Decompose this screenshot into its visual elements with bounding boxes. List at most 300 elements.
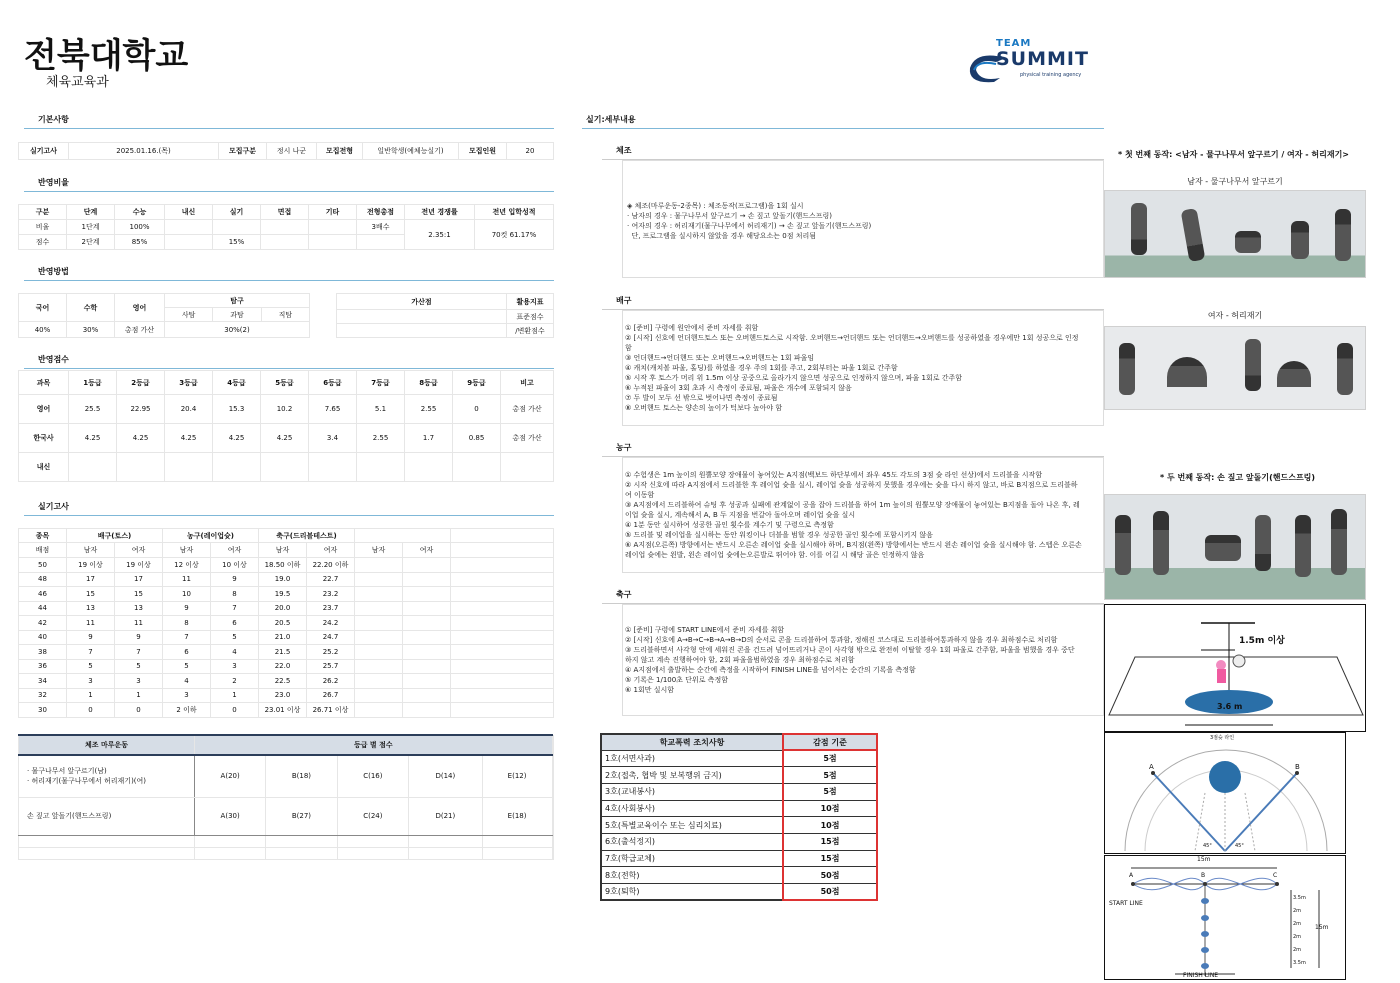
cell xyxy=(403,572,451,587)
cell: 20.0 xyxy=(259,601,307,616)
table-row xyxy=(19,645,554,660)
cell xyxy=(451,543,554,558)
method-table-2 xyxy=(336,293,554,338)
text-line: ② [시작] 신호에 A→B→C→B→A→B→D의 순서로 콘을 드리블하여 통과함, 정해진 코스대로 드리블하여통과하지 않을 경우 최하점수로 처리함 xyxy=(625,636,1058,644)
cell: 3배수 xyxy=(357,220,405,235)
discipline-table xyxy=(600,733,878,901)
cell xyxy=(403,558,451,573)
cell: 19 이상 xyxy=(115,558,163,573)
soccer-text xyxy=(625,625,1075,695)
cell: 100% xyxy=(115,220,165,235)
h: 기타 xyxy=(309,205,357,220)
table-row xyxy=(19,453,554,482)
vb-width-label: 3.6 m xyxy=(1217,702,1243,711)
cell: 2025.01.16.(목) xyxy=(69,143,219,160)
cell xyxy=(482,847,552,859)
cell: 4 xyxy=(163,674,211,689)
cell: 19 이상 xyxy=(67,558,115,573)
cell: 44 xyxy=(19,601,67,616)
table-row xyxy=(19,587,554,602)
segment-label: 2m xyxy=(1293,921,1302,927)
cell xyxy=(451,572,554,587)
cell: 일반학생(예체능실기) xyxy=(363,143,459,160)
cell xyxy=(451,601,554,616)
cell: 7호(학급교체) xyxy=(601,850,783,867)
cell xyxy=(501,453,554,482)
cell: 0.85 xyxy=(453,424,501,453)
cell: 7 xyxy=(211,601,259,616)
cell: 23.01 이상 xyxy=(259,703,307,718)
text-line: ◈ 체조(마루운동-2종목) : 체조동작(프로그램)을 1회 실시 xyxy=(627,202,804,210)
cell: 38 xyxy=(19,645,67,660)
soccer-text-box xyxy=(622,604,1104,716)
text-line: 단, 프로그램을 실시하지 않았을 경우 해당요소는 0점 처리됨 xyxy=(627,232,816,240)
h: 체조 마루운동 xyxy=(19,735,195,755)
text-line: 레이업 슛에는 왼발, 왼손 레이업 슛에는오른발로 뛰어야 함. 이를 어길 시 해당 골은 인정하지 않음 xyxy=(625,551,925,559)
cell: 20 xyxy=(507,143,554,160)
h: 배구(토스) xyxy=(67,529,163,543)
table-row xyxy=(19,630,554,645)
text-line: ⑥ 1회만 실시함 xyxy=(625,686,674,694)
table-row xyxy=(19,674,554,689)
cell xyxy=(355,587,403,602)
cell: 5호(특별교육이수 또는 심리치료) xyxy=(601,817,783,834)
cell xyxy=(451,703,554,718)
h: 면접 xyxy=(261,205,309,220)
cell: 4.25 xyxy=(165,424,213,453)
gym-text-box xyxy=(622,160,1104,278)
soccer-course-svg xyxy=(1105,856,1347,981)
cell xyxy=(195,835,266,847)
table-row xyxy=(19,616,554,631)
cell xyxy=(552,735,553,755)
ratio-table xyxy=(18,204,554,250)
cell xyxy=(403,674,451,689)
volleyball-heading: 배구 xyxy=(602,295,1104,310)
cell: 10점 xyxy=(783,800,877,817)
cell: 2호(접촉, 협박 및 보복행위 금지) xyxy=(601,767,783,784)
cell xyxy=(403,688,451,703)
cell: C(16) xyxy=(337,755,409,797)
cell: 46 xyxy=(19,587,67,602)
exam-table xyxy=(18,528,554,718)
cell: 23.7 xyxy=(307,601,355,616)
bb-point-a: A xyxy=(1149,763,1154,771)
table-row xyxy=(601,833,877,850)
cell: 7 xyxy=(163,630,211,645)
cell: 6호(출석정지) xyxy=(601,833,783,850)
table-row xyxy=(601,867,877,884)
cell xyxy=(405,453,453,482)
handspring-photo xyxy=(1104,494,1366,600)
h: 실기 xyxy=(213,205,261,220)
cell: 22.5 xyxy=(259,674,307,689)
cell xyxy=(453,453,501,482)
vb-height-label: 1.5m 이상 xyxy=(1239,636,1285,646)
cell xyxy=(337,310,507,324)
cell: 남자 xyxy=(67,543,115,558)
cell: 10.2 xyxy=(261,395,309,424)
sc-start-label: START LINE xyxy=(1109,900,1143,907)
cell: 표준점수 xyxy=(507,310,554,324)
cell xyxy=(355,645,403,660)
h: 1등급 xyxy=(69,371,117,395)
cell: C(24) xyxy=(337,797,409,835)
cell: 4.25 xyxy=(117,424,165,453)
text-line: ⑤ 드리블 및 레이업을 실시하는 동안 워킹이나 더블을 범할 경우 성공한 골인 횟수에 포함시키지 않음 xyxy=(625,531,933,539)
line: · 물구나무서 앞구르기(남) xyxy=(27,767,107,776)
text-line: ④ 캐치(캐치볼 파울, 홀딩)를 하였을 경우 주의 1회를 주고, 2회부터는 파울 1회로 간주함 xyxy=(625,364,898,372)
cell: 25.7 xyxy=(307,659,355,674)
cell xyxy=(355,688,403,703)
h: 비고 xyxy=(501,371,554,395)
cell: 정시 나군 xyxy=(267,143,317,160)
sc-point-b: B xyxy=(1201,872,1206,879)
bb-arc-label: 3점슛 라인 xyxy=(1210,735,1235,741)
caption-first-move: * 첫 번째 동작: <남자 - 물구나무서 앞구르기 / 여자 - 허리재기> xyxy=(1118,150,1350,159)
cell: 4.25 xyxy=(213,424,261,453)
sc-finish-label: FINISH LINE xyxy=(1183,972,1219,979)
cell: 5점 xyxy=(783,767,877,784)
cell: 11 xyxy=(163,572,211,587)
cell: 7 xyxy=(115,645,163,660)
cell: 실기고사 xyxy=(19,143,69,160)
cell xyxy=(355,630,403,645)
cell: 과탐 xyxy=(213,308,261,322)
cell: 21.0 xyxy=(259,630,307,645)
cell: 모집구분 xyxy=(219,143,267,160)
text-line: ① [준비] 구령에 원안에서 준비 자세를 취함 xyxy=(625,324,759,332)
cell: 3 xyxy=(115,674,163,689)
cell xyxy=(165,235,213,250)
text-line: ④ A지점에서 출발하는 순간에 측정을 시작하여 FINISH LINE을 넘어서는 순간의 기록을 측정함 xyxy=(625,666,916,674)
cell: 15점 xyxy=(783,833,877,850)
cell: 1 xyxy=(211,688,259,703)
cell: 0 xyxy=(67,703,115,718)
admission: 70컷 61.17% xyxy=(475,220,554,250)
cell: 21.5 xyxy=(259,645,307,660)
cell: 9 xyxy=(67,630,115,645)
cell xyxy=(552,755,553,797)
cell: 24.2 xyxy=(307,616,355,631)
cell: 3 xyxy=(163,688,211,703)
cell xyxy=(355,616,403,631)
text-line: ⑧ 오버핸드 토스는 양손의 높이가 턱보다 높아야 함 xyxy=(625,404,783,412)
cell: 모집전형 xyxy=(317,143,363,160)
cell: 한국사 xyxy=(19,424,69,453)
cell: 6 xyxy=(163,645,211,660)
segment-label: 3.5m xyxy=(1293,895,1306,901)
text-line: ③ A지점에서 드리블하여 슈팅 후 성공과 실패에 관계없이 공을 잡아 드리블을 하여 1m 높이의 원뿔모양 장애물이 놓여있는 B지점을 돌아 나온 후, 레 xyxy=(625,501,1080,509)
cell: 2 xyxy=(211,674,259,689)
table-row xyxy=(19,424,554,453)
section-detail: 실기:세부내용 xyxy=(582,114,1104,129)
scores-table xyxy=(18,370,554,482)
cell: 26.71 이상 xyxy=(307,703,355,718)
cell xyxy=(266,835,337,847)
cell: 남자 xyxy=(259,543,307,558)
soccer-diagram xyxy=(1104,855,1346,980)
cell: 남자 xyxy=(355,543,403,558)
table-row xyxy=(601,817,877,834)
competition: 2.35:1 xyxy=(405,220,475,250)
text-line: 이업 슛을 실시, 계속해서 A, B 두 지점을 번갈아 돌아오며 레이업 슛을 실시 xyxy=(625,511,856,519)
cell xyxy=(409,847,482,859)
cell: 여자 xyxy=(403,543,451,558)
cell xyxy=(355,703,403,718)
cell: 5 xyxy=(163,659,211,674)
cell xyxy=(403,703,451,718)
text-line: ② 시작 신호에 따라 A지점에서 드리블한 후 레이업 슛을 실시, 레이업 슛을 성공하지 못했을 경우에는 슛을 다시 하지 않고, 바로 B지점으로 드리블하 xyxy=(625,481,1078,489)
volleyball-diagram xyxy=(1104,604,1366,732)
text-line: ① [준비] 구령에 START LINE에서 준비 자세를 취함 xyxy=(625,626,785,634)
table-row xyxy=(601,767,877,784)
cell xyxy=(337,847,409,859)
cell: 5 xyxy=(67,659,115,674)
cell: 23.2 xyxy=(307,587,355,602)
table-row xyxy=(19,601,554,616)
cell: 10 이상 xyxy=(211,558,259,573)
text-line: ⑦ 두 발이 모두 선 밖으로 벗어나면 측정이 종료됨 xyxy=(625,394,778,402)
volleyball-text-box xyxy=(622,310,1104,426)
h: 전형총점 xyxy=(357,205,405,220)
sc-point-c: C xyxy=(1273,872,1278,879)
cell xyxy=(213,453,261,482)
h: 8등급 xyxy=(405,371,453,395)
segment-label: 2m xyxy=(1293,947,1302,953)
cell xyxy=(165,453,213,482)
text-line: ⑤ 기록은 1/100초 단위로 측정함 xyxy=(625,676,728,684)
text-line: ③ 언더핸드→언더핸드 또는 오버핸드→오버핸드는 1회 파울임 xyxy=(625,354,815,362)
cell xyxy=(403,659,451,674)
volleyball-court-svg xyxy=(1105,605,1367,733)
cell: 총점 가산 xyxy=(115,322,165,338)
cell: 5.1 xyxy=(357,395,405,424)
basketball-text xyxy=(625,470,1082,560)
table-row xyxy=(19,659,554,674)
cell xyxy=(266,847,337,859)
cell xyxy=(451,645,554,660)
table-row xyxy=(601,800,877,817)
cell xyxy=(451,558,554,573)
text-line: · 남자의 경우 : 물구나무서 앞구르기 → 손 짚고 앞돌기(핸드스프링) xyxy=(627,212,832,220)
summit-logo xyxy=(966,38,1106,88)
cell: 15 xyxy=(67,587,115,602)
table-row xyxy=(601,850,877,867)
cell: A(20) xyxy=(195,755,266,797)
cell: 9 xyxy=(115,630,163,645)
cell: 40 xyxy=(19,630,67,645)
table-row xyxy=(19,558,554,573)
cell: 사탐 xyxy=(165,308,213,322)
cell: 남자 xyxy=(163,543,211,558)
h: 6등급 xyxy=(309,371,357,395)
cell: 20.4 xyxy=(165,395,213,424)
cell: 24.7 xyxy=(307,630,355,645)
segment-label: 2m xyxy=(1293,934,1302,940)
cell: 0 xyxy=(453,395,501,424)
cell: 13 xyxy=(115,601,163,616)
male-handstand-photo xyxy=(1104,190,1366,278)
cell: 5 xyxy=(115,659,163,674)
cell: 19.0 xyxy=(259,572,307,587)
table-row xyxy=(601,884,877,901)
cell: 1.7 xyxy=(405,424,453,453)
text-line: 여 이동함 xyxy=(625,491,655,499)
cell: 22.7 xyxy=(307,572,355,587)
basketball-diagram xyxy=(1104,732,1346,854)
cell: 11 xyxy=(67,616,115,631)
cell: 11 xyxy=(115,616,163,631)
cell: 10 xyxy=(163,587,211,602)
cell xyxy=(309,220,357,235)
cell: E(12) xyxy=(482,755,552,797)
cell xyxy=(451,630,554,645)
cell: 22.20 이하 xyxy=(307,558,355,573)
cell: 22.95 xyxy=(117,395,165,424)
h: 전년 경쟁률 xyxy=(405,205,475,220)
cell xyxy=(482,835,552,847)
cell: 8 xyxy=(211,587,259,602)
cell: 1 xyxy=(67,688,115,703)
caption-female: 여자 - 허리재기 xyxy=(1207,311,1263,320)
cell: 4.25 xyxy=(261,424,309,453)
cell: 10점 xyxy=(783,817,877,834)
cell: 8호(전학) xyxy=(601,867,783,884)
cell: E(18) xyxy=(482,797,552,835)
cell: 18.50 이하 xyxy=(259,558,307,573)
cell: 2.55 xyxy=(357,424,405,453)
cell: 30 xyxy=(19,703,67,718)
text-line: ⑥ 누적된 파울이 3회 초과 시 측정이 종료됨, 파울은 개수에 포함되지 않음 xyxy=(625,384,852,392)
table-row xyxy=(19,395,554,424)
cell: 30%(2) xyxy=(165,322,310,338)
h: 수학 xyxy=(67,294,115,322)
logo-tagline: physical training agency xyxy=(1020,72,1082,78)
h: 축구(드리블테스트) xyxy=(259,529,355,543)
logo-team: TEAM xyxy=(996,38,1032,49)
cell: 0 xyxy=(211,703,259,718)
h xyxy=(451,529,554,543)
cell xyxy=(309,235,357,250)
cell: 19.5 xyxy=(259,587,307,602)
gym-text xyxy=(627,201,871,241)
h: 전년 입학성적 xyxy=(475,205,554,220)
gym-heading: 체조 xyxy=(602,145,1104,160)
cell xyxy=(213,220,261,235)
cell: 여자 xyxy=(211,543,259,558)
female-bridge-photo xyxy=(1104,326,1366,410)
cell: 30% xyxy=(67,322,115,338)
cell: 2 이하 xyxy=(163,703,211,718)
cell: 점수 xyxy=(19,235,67,250)
cell: 40% xyxy=(19,322,67,338)
gym-row-1-label xyxy=(19,755,195,797)
h: 국어 xyxy=(19,294,67,322)
table-row xyxy=(19,688,554,703)
text-line: ③ 드리블하면서 사각형 안에 세워진 콘을 건드려 넘어뜨리거나 콘이 사각형 밖으로 완전히 이탈할 경우 1회 파울로 간주함, 파울을 범했을 경우 중단 xyxy=(625,646,1075,654)
cell: 42 xyxy=(19,616,67,631)
sc-segment-labels xyxy=(1293,892,1306,970)
h: 3등급 xyxy=(165,371,213,395)
cell: 17 xyxy=(115,572,163,587)
cell: 5 xyxy=(211,630,259,645)
cell xyxy=(552,847,553,859)
cell: 50 xyxy=(19,558,67,573)
logo-summit: SUMMIT xyxy=(996,48,1089,70)
cell: 6 xyxy=(211,616,259,631)
h: 구분 xyxy=(19,205,67,220)
cell: 32 xyxy=(19,688,67,703)
cell xyxy=(261,220,309,235)
cell xyxy=(337,835,409,847)
basic-table xyxy=(18,142,554,160)
cell: 총점 가산 xyxy=(501,395,554,424)
cell xyxy=(552,835,553,847)
h: 등급 별 점수 xyxy=(195,735,553,755)
h: 4등급 xyxy=(213,371,261,395)
cell xyxy=(355,558,403,573)
cell: 26.2 xyxy=(307,674,355,689)
cell: B(18) xyxy=(266,755,337,797)
h xyxy=(355,529,451,543)
cell: D(21) xyxy=(409,797,482,835)
h: 2등급 xyxy=(117,371,165,395)
sc-point-a: A xyxy=(1129,872,1134,879)
cell xyxy=(403,587,451,602)
cell xyxy=(261,235,309,250)
cell xyxy=(355,659,403,674)
cell: 2.55 xyxy=(405,395,453,424)
cell xyxy=(357,235,405,250)
cell: 15% xyxy=(213,235,261,250)
cell xyxy=(403,601,451,616)
cell xyxy=(69,453,117,482)
page-title: 전북대학교 xyxy=(24,36,189,76)
cell xyxy=(403,616,451,631)
text-line: · 여자의 경우 : 허리재기(물구나무에서 허리재기) → 손 짚고 앞돌기(핸드스프링) xyxy=(627,222,872,230)
cell xyxy=(451,587,554,602)
cell xyxy=(19,835,195,847)
cell: 1 xyxy=(115,688,163,703)
h: 영어 xyxy=(115,294,165,322)
section-exam: 실기고사 xyxy=(24,501,554,516)
cell: 15 xyxy=(115,587,163,602)
cell: 15점 xyxy=(783,850,877,867)
bb-angle-left: 45° xyxy=(1203,843,1212,849)
cell: 영어 xyxy=(19,395,69,424)
cell: 3호(교내봉사) xyxy=(601,783,783,800)
cell: 50점 xyxy=(783,867,877,884)
gym-score-table xyxy=(18,734,554,860)
basketball-court-svg xyxy=(1105,733,1347,855)
cell: 25.2 xyxy=(307,645,355,660)
cell: 5점 xyxy=(783,750,877,767)
cell xyxy=(451,688,554,703)
cell: 3 xyxy=(211,659,259,674)
section-ratio: 반영비율 xyxy=(24,177,554,192)
cell xyxy=(261,453,309,482)
cell xyxy=(195,847,266,859)
cell: 7.65 xyxy=(309,395,357,424)
table-row xyxy=(19,572,554,587)
cell: 4호(사회봉사) xyxy=(601,800,783,817)
segment-label: 3.5m xyxy=(1293,960,1306,966)
cell xyxy=(355,572,403,587)
cell: 0 xyxy=(115,703,163,718)
cell: 2단계 xyxy=(67,235,115,250)
cell: 5점 xyxy=(783,783,877,800)
